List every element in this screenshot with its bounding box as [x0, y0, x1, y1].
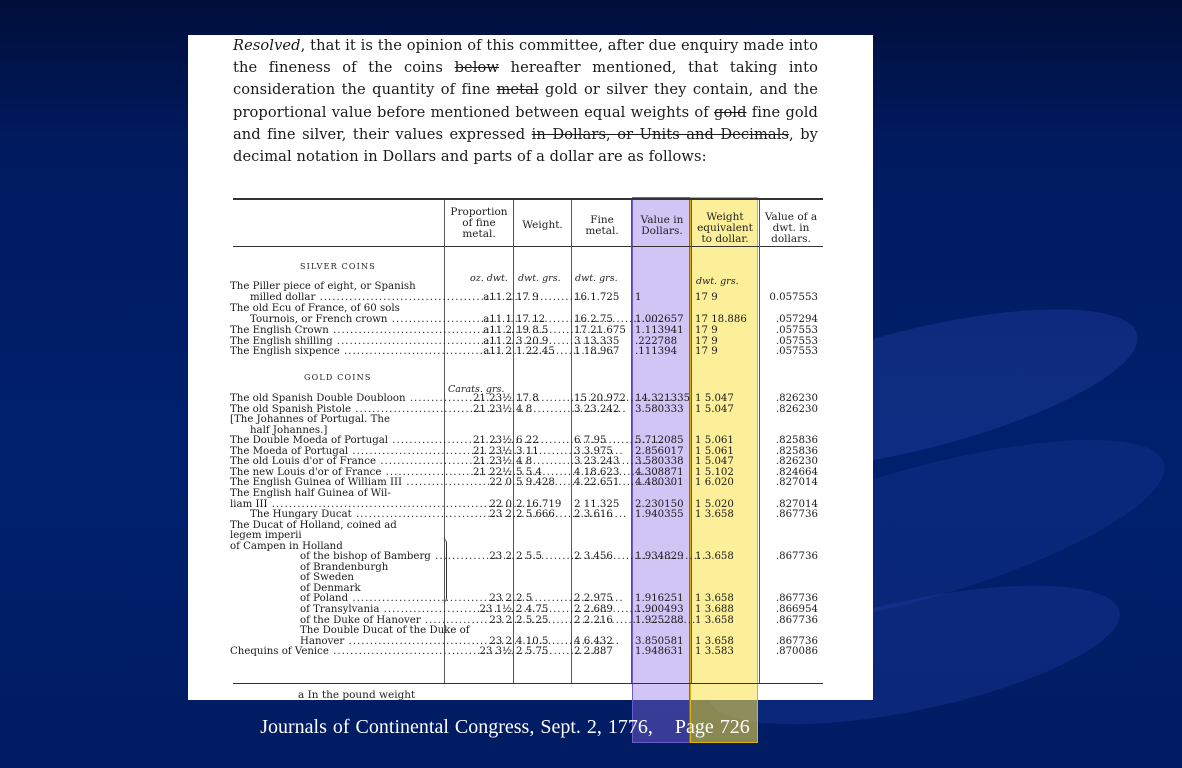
value-dollars-cell: 1.940355: [635, 509, 684, 521]
value-dollars-cell: 2.856017: [635, 445, 684, 457]
resolved-word: Resolved: [233, 37, 301, 54]
weight-equivalent-cell: 1 5.020: [695, 498, 734, 510]
value-dollars-cell: 4.308871: [635, 466, 684, 478]
weight-equivalent-cell: 1 3.583: [695, 646, 734, 658]
units-dwt-grs: dwt. grs.: [575, 273, 618, 284]
proportion-cell: 22 0: [489, 477, 512, 489]
fine-metal-cell: 3 23.242: [574, 403, 620, 415]
value-dwt-cell: .867736: [775, 509, 818, 521]
table-row: [188, 488, 873, 499]
units-dwt-grs: dwt. grs.: [696, 276, 739, 287]
fine-metal-cell: 2 2.975: [574, 593, 613, 605]
table-row: [188, 325, 873, 336]
fine-metal-cell: 4 6.432: [574, 635, 613, 647]
units-carats-grs: Carats. grs.: [448, 384, 505, 395]
weight-cell: 4 8: [516, 403, 533, 415]
coin-name: of Poland .....: [300, 593, 442, 604]
weight-equivalent-cell: 1 3.658: [695, 614, 734, 626]
table-row: [188, 477, 873, 488]
coin-name: The old Spanish Pistole .....: [230, 404, 442, 415]
coin-name: The Double Moeda of Portugal .....: [230, 435, 442, 446]
coin-name: The Ducat of Holland, coined ad: [230, 519, 397, 531]
coin-name: of Brandenburgh: [300, 561, 389, 573]
weight-equivalent-cell: 17 9: [695, 335, 718, 347]
proportion-cell: a11 2: [483, 324, 512, 336]
proportion-cell: 23 3½: [479, 646, 512, 658]
table-row: [188, 393, 873, 404]
slide-caption: [0, 716, 1010, 739]
proportion-cell: 21 23½: [472, 456, 512, 468]
value-dwt-cell: .867736: [775, 593, 818, 605]
value-dollars-cell: 2.230150: [635, 498, 684, 510]
table-row: [188, 572, 873, 583]
weight-equivalent-cell: 1 5.061: [695, 435, 734, 447]
header-value-of-dwt: Value of a dwt. in dollars.: [764, 211, 818, 245]
weight-cell: 2 5.25: [516, 614, 549, 626]
weight-cell: 3 20.9: [516, 335, 549, 347]
header-weight-equivalent: Weight equivalent to dollar.: [697, 211, 753, 245]
coin-name: The old Louis d'or of France .....: [230, 456, 442, 467]
weight-equivalent-cell: 1 3.688: [695, 604, 734, 615]
table-top-rule: [233, 198, 823, 200]
coin-name: of Denmark: [300, 582, 361, 594]
header-proportion: Proportion of fine metal.: [450, 206, 508, 240]
proportion-cell: a11 1: [483, 313, 512, 325]
weight-cell: 2 5.75: [516, 646, 549, 658]
coin-name: The Piller piece of eight, or Spanish: [230, 281, 416, 292]
table-row: [188, 593, 873, 604]
weight-cell: 3 11: [516, 445, 539, 457]
weight-equivalent-cell: 1 5.102: [695, 466, 734, 478]
proportion-cell: 23 1½: [479, 604, 512, 615]
weight-equivalent-cell: 17 9: [695, 291, 718, 303]
weight-cell: 6 22: [516, 435, 539, 447]
value-dwt-cell: .867736: [775, 614, 818, 626]
weight-cell: 4 8: [516, 456, 533, 468]
fine-metal-cell: 15 20.972: [574, 393, 626, 404]
fine-metal-cell: 3 13.335: [574, 335, 620, 347]
fine-metal-cell: 6 7.95: [574, 435, 607, 447]
proportion-cell: 22 0: [489, 498, 512, 510]
gold-coins-label: GOLD COINS: [304, 373, 372, 382]
weight-cell: 17 9: [516, 291, 539, 303]
document-scan: [188, 35, 873, 700]
proportion-cell: 21 22½: [472, 466, 512, 478]
ducat-group-brace: [442, 538, 447, 603]
header-weight: Weight.: [522, 219, 563, 231]
table-row: [188, 583, 873, 594]
weight-cell: 5 9.428: [516, 477, 555, 489]
weight-cell: 2 5: [516, 593, 533, 605]
coin-name: Chequins of Venice .....: [230, 646, 442, 657]
units-oz-dwt: oz. dwt.: [470, 273, 508, 284]
fine-metal-cell: 2 11.325: [574, 498, 620, 510]
value-dwt-cell: .825836: [775, 445, 818, 457]
fine-metal-cell: 1 18.967: [574, 346, 620, 358]
proportion-cell: 21 23½: [472, 435, 512, 447]
weight-cell: 2 4.75: [516, 604, 549, 615]
proportion-cell: 23 2: [489, 635, 512, 647]
table-row: [188, 303, 873, 314]
table-row: [188, 435, 873, 446]
weight-equivalent-cell: 17 18.886: [695, 313, 747, 325]
coin-name: of the Duke of Hanover .....: [300, 615, 442, 626]
table-row: [188, 456, 873, 467]
fine-metal-cell: 2 2.216: [574, 614, 613, 626]
weight-cell: 17 12: [516, 313, 546, 325]
proportion-cell: 23 2: [489, 551, 512, 563]
struck-word: below: [454, 59, 500, 77]
value-dollars-cell: 1.916251: [635, 593, 684, 605]
coin-name: of Campen in Holland: [230, 540, 343, 552]
weight-equivalent-cell: 1 5.047: [695, 456, 734, 468]
value-dwt-cell: .870086: [775, 646, 818, 658]
value-dollars-cell: .111394: [635, 346, 678, 358]
coin-name: liam III .....: [230, 499, 442, 510]
weight-equivalent-cell: 1 5.047: [695, 393, 734, 404]
value-dollars-cell: 1.113941: [635, 324, 684, 336]
table-row: [188, 636, 873, 647]
fine-metal-cell: 16 1.725: [574, 291, 620, 303]
weight-cell: 5 5.4: [516, 466, 542, 478]
weight-equivalent-cell: 17 9: [695, 346, 718, 358]
value-dollars-cell: 3.850581: [635, 635, 684, 647]
fine-metal-cell: 17 21.675: [574, 324, 626, 336]
value-dollars-cell: 1.002657: [635, 313, 684, 325]
proportion-cell: 23 2: [489, 509, 512, 521]
struck-word: gold: [714, 103, 747, 121]
coin-name: The Moeda of Portugal .....: [230, 446, 442, 457]
value-dwt-cell: .057553: [775, 346, 818, 358]
table-row: [188, 346, 873, 357]
value-dollars-cell: 1.900493: [635, 604, 684, 615]
coin-name: The old Ecu of France, of 60 sols: [230, 302, 400, 314]
silver-coins-label: SILVER COINS: [300, 262, 376, 271]
struck-word: metal: [496, 81, 539, 99]
table-row: [188, 292, 873, 303]
caption-source: Journals of Continental Congress, Sept. 2, 1776,: [260, 716, 653, 738]
weight-cell: 2 5.5: [516, 551, 542, 563]
weight-equivalent-cell: 1 3.658: [695, 593, 734, 605]
coin-name: The English Guinea of William III .....: [230, 477, 442, 488]
weight-cell: 17 8: [516, 393, 539, 404]
value-dwt-cell: .867736: [775, 635, 818, 647]
weight-cell: 2 5.666: [516, 509, 555, 521]
coin-name: of Sweden: [300, 572, 354, 584]
coin-name: The English half Guinea of Wil-: [230, 487, 391, 499]
proportion-cell: 23 2: [489, 593, 512, 605]
proportion-cell: 21 23½: [472, 445, 512, 457]
coin-name: Tournois, or French crown .....: [250, 314, 442, 325]
weight-cell: 2 16.719: [516, 498, 562, 510]
coin-name: half Johannes.]: [250, 424, 328, 436]
table-row: [188, 509, 873, 520]
value-dollars-cell: 14.321335: [635, 393, 691, 404]
caption-page: Page 726: [674, 716, 750, 738]
header-value-in-dollars: Value in Dollars.: [640, 214, 684, 237]
value-dwt-cell: .827014: [775, 477, 818, 489]
weight-equivalent-cell: 1 3.658: [695, 551, 734, 563]
units-dwt-grs: dwt. grs.: [518, 273, 561, 284]
fine-metal-cell: 3 23.243: [574, 456, 620, 468]
value-dwt-cell: .866954: [775, 604, 818, 615]
value-dollars-cell: 1.934829: [635, 551, 684, 563]
value-dwt-cell: .057294: [775, 313, 818, 325]
table-row: [188, 551, 873, 562]
value-dollars-cell: 1.948631: [635, 646, 684, 658]
value-dollars-cell: 4.480301: [635, 477, 684, 489]
table-row: [188, 541, 873, 552]
weight-equivalent-cell: 17 9: [695, 324, 718, 336]
table-row: [188, 414, 873, 425]
value-dollars-cell: 5.712085: [635, 435, 684, 447]
value-dwt-cell: .057553: [775, 335, 818, 347]
fine-metal-cell: 4 18.623: [574, 466, 620, 478]
value-dwt-cell: .826230: [775, 393, 818, 404]
table-row: [188, 425, 873, 436]
value-dwt-cell: .824664: [775, 466, 818, 478]
table-row: [188, 446, 873, 457]
proportion-cell: a11 2: [483, 335, 512, 347]
table-row: [188, 467, 873, 478]
value-dwt-cell: .826230: [775, 456, 818, 468]
coin-name: [The Johannes of Portugal. The: [230, 414, 391, 426]
coin-name: The new Louis d'or of France .....: [230, 467, 442, 478]
proportion-cell: a11 2: [483, 346, 512, 358]
value-dwt-cell: .057553: [775, 324, 818, 336]
coin-name: The English shilling .....: [230, 336, 442, 347]
value-dwt-cell: .825836: [775, 435, 818, 447]
table-row: [188, 604, 873, 615]
coin-name: The Hungary Ducat .....: [250, 509, 442, 520]
footnote: a In the pound weight: [298, 689, 416, 701]
fine-metal-cell: 2 2.689: [574, 604, 613, 615]
coin-name: of the bishop of Bamberg .....: [300, 551, 442, 562]
value-dollars-cell: .222788: [635, 335, 678, 347]
weight-cell: 4 10.5: [516, 635, 549, 647]
table-row: [188, 615, 873, 626]
value-dwt-cell: .867736: [775, 551, 818, 563]
coin-name: The Double Ducat of the Duke of: [300, 625, 470, 637]
struck-phrase: in Dollars, or Units and Decimals: [531, 125, 790, 143]
value-dollars-cell: 3.580338: [635, 456, 684, 468]
table-row: [188, 314, 873, 325]
fine-metal-cell: 2 2.887: [574, 646, 613, 658]
weight-equivalent-cell: 1 5.047: [695, 403, 734, 415]
table-header-rule: [233, 246, 823, 247]
resolution-paragraph: Resolved, that it is the opinion of this committee, after due enquiry made into the fineness of the coins below hereafter mentioned, that taking into consideration the quantity of fine metal gold or silver they contain, and the proportional value before mentioned between equal weights of gold fine gold and fine silver, their values expressed in Dollars, or Units and Decimals, by decimal notation in Dollars and parts of a dollar are as follows:: [233, 37, 818, 166]
table-row: [188, 336, 873, 347]
table-row: [188, 646, 873, 657]
value-dwt-cell: .826230: [775, 403, 818, 415]
weight-equivalent-cell: 1 5.061: [695, 445, 734, 457]
table-row: [188, 530, 873, 541]
fine-metal-cell: 2 3.616: [574, 509, 613, 521]
table-row: [188, 281, 873, 292]
table-row: [188, 404, 873, 415]
weight-equivalent-cell: 1 6.020: [695, 477, 734, 489]
fine-metal-cell: 16 2.75: [574, 313, 613, 325]
value-dwt-cell: .827014: [775, 498, 818, 510]
fine-metal-cell: 3 3.975: [574, 445, 613, 457]
proportion-cell: 21 23½: [472, 393, 512, 404]
value-dollars-cell: 3.580333: [635, 403, 684, 415]
proportion-cell: 21 23½: [472, 403, 512, 415]
header-fine-metal: Fine metal.: [585, 214, 619, 237]
coin-name: The English Crown .....: [230, 325, 442, 336]
fine-metal-cell: 4 22.651: [574, 477, 620, 489]
table-bottom-rule: [233, 683, 823, 684]
weight-cell: 19 8.5: [516, 324, 549, 336]
weight-cell: 1 22.45: [516, 346, 555, 358]
value-dollars-cell: 1.925288: [635, 614, 684, 626]
coin-name: milled dollar .....: [250, 292, 442, 303]
value-dwt-cell: 0.057553: [769, 291, 818, 303]
table-row: [188, 625, 873, 636]
proportion-cell: a11 2: [483, 291, 512, 303]
proportion-cell: 23 2: [489, 614, 512, 626]
coin-name: legem imperii: [230, 530, 302, 542]
value-dollars-cell: 1: [635, 291, 642, 303]
table-row: [188, 499, 873, 510]
coin-name: of Transylvania .....: [300, 604, 442, 615]
weight-equivalent-cell: 1 3.658: [695, 635, 734, 647]
table-row: [188, 562, 873, 573]
coin-name: The old Spanish Double Doubloon .....: [230, 393, 442, 404]
coin-name: Hanover .....: [300, 636, 442, 647]
weight-equivalent-cell: 1 3.658: [695, 509, 734, 521]
coin-name: The English sixpence .....: [230, 346, 442, 357]
table-row: [188, 520, 873, 531]
fine-metal-cell: 2 3.456: [574, 551, 613, 563]
